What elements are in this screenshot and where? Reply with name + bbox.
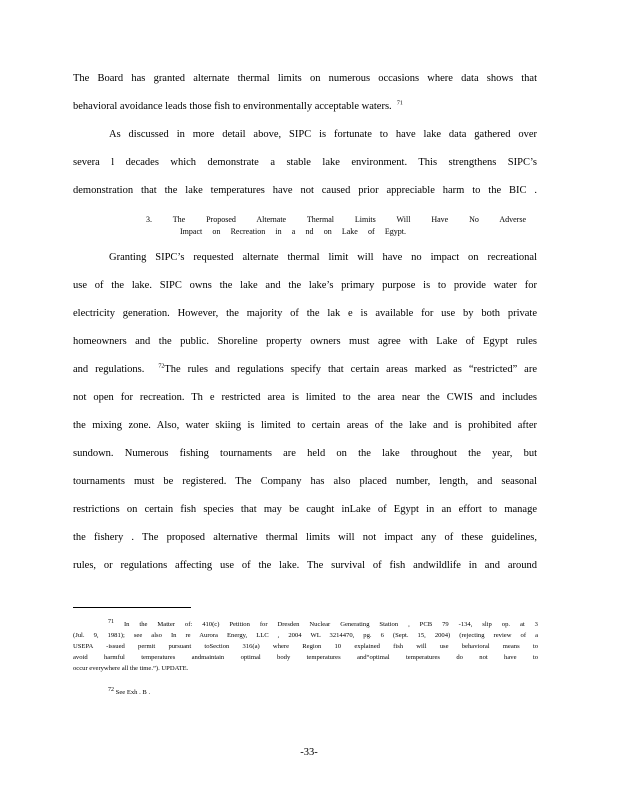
footnote-71: $^{71}$ In the Matter of: 410(c) Petition for Dresden Nuclear Generating Station , PCB 79 -134, slip op. at 3 (108, 618, 538, 628)
footnote-line: (Jul. 9, 1981); see also In re Aurora Energy, LLC , 2004 WL 3214470, pg. 6 (Sept. 15, 2004) (rejecting review of a (73, 632, 538, 639)
footnote-number-72: 72 (108, 686, 114, 693)
body-line: The Board has granted alternate thermal limits on numerous occasions where data shows that (73, 73, 537, 84)
section-heading-continued: Impact on Recreation in a nd on Lake of Egypt. (180, 227, 406, 236)
footnote-line: USEPA -issued permit pursuant toSection 316(a) where Region 10 explained fish will use behavioral means to (73, 643, 538, 650)
body-line: and regulations. $^{72}$The rules and regulations specify that certain areas marked as “restricted” are (73, 363, 537, 375)
body-line: the fishery . The proposed alternative thermal limits will not impact any of these guidelines, (73, 532, 537, 543)
section-heading: 3. The Proposed Alternate Thermal Limits Will Have No Adverse (146, 215, 526, 224)
body-line: homeowners and the public. Shoreline property owners must agree with Lake of Egypt rules (73, 336, 537, 347)
body-line: severa l decades which demonstrate a stable lake environment. This strengthens SIPC’s (73, 157, 537, 168)
page-number: -33- (300, 747, 318, 758)
footnote-ref-71[interactable]: 71 (396, 100, 403, 107)
body-line: electricity generation. However, the majority of the lak e is available for use by both private (73, 308, 537, 319)
body-line: use of the lake. SIPC owns the lake and the lake’s primary purpose is to provide water for (73, 280, 537, 291)
body-line: behavioral avoidance leads those fish to environmentally acceptable waters. $^{71}$ (73, 100, 403, 112)
body-line: sundown. Numerous fishing tournaments are held on the lake throughout the year, but (73, 448, 537, 459)
body-line: rules, or regulations affecting use of the lake. The survival of fish andwildlife in and around (73, 560, 537, 571)
footnote-separator (73, 607, 191, 608)
footnote-line: avoid harmful temperatures andmaintain optimal body temperatures and“optimal temperatures do not have to (73, 654, 538, 661)
body-line: As discussed in more detail above, SIPC is fortunate to have lake data gathered over (109, 129, 537, 140)
body-line: demonstration that the lake temperatures have not caused prior appreciable harm to the BIC . (73, 185, 537, 196)
footnote-ref-72[interactable]: 72 (158, 363, 165, 370)
footnote-72: $^{72}$ See Exh . B . (108, 686, 151, 696)
body-line: restrictions on certain fish species that may be caught inLake of Egypt in an effort to manage (73, 504, 537, 515)
footnote-number-71: 71 (108, 618, 114, 625)
footnote-line: occur everywhere all the time.”). UPDATE. (73, 665, 189, 672)
body-line: not open for recreation. Th e restricted area is limited to the area near the CWIS and includes (73, 392, 537, 403)
body-line: the mixing zone. Also, water skiing is limited to certain areas of the lake and is prohibited after (73, 420, 537, 431)
body-line: Granting SIPC’s requested alternate thermal limit will have no impact on recreational (109, 252, 537, 263)
body-line: tournaments must be registered. The Company has also placed number, length, and seasonal (73, 476, 537, 487)
